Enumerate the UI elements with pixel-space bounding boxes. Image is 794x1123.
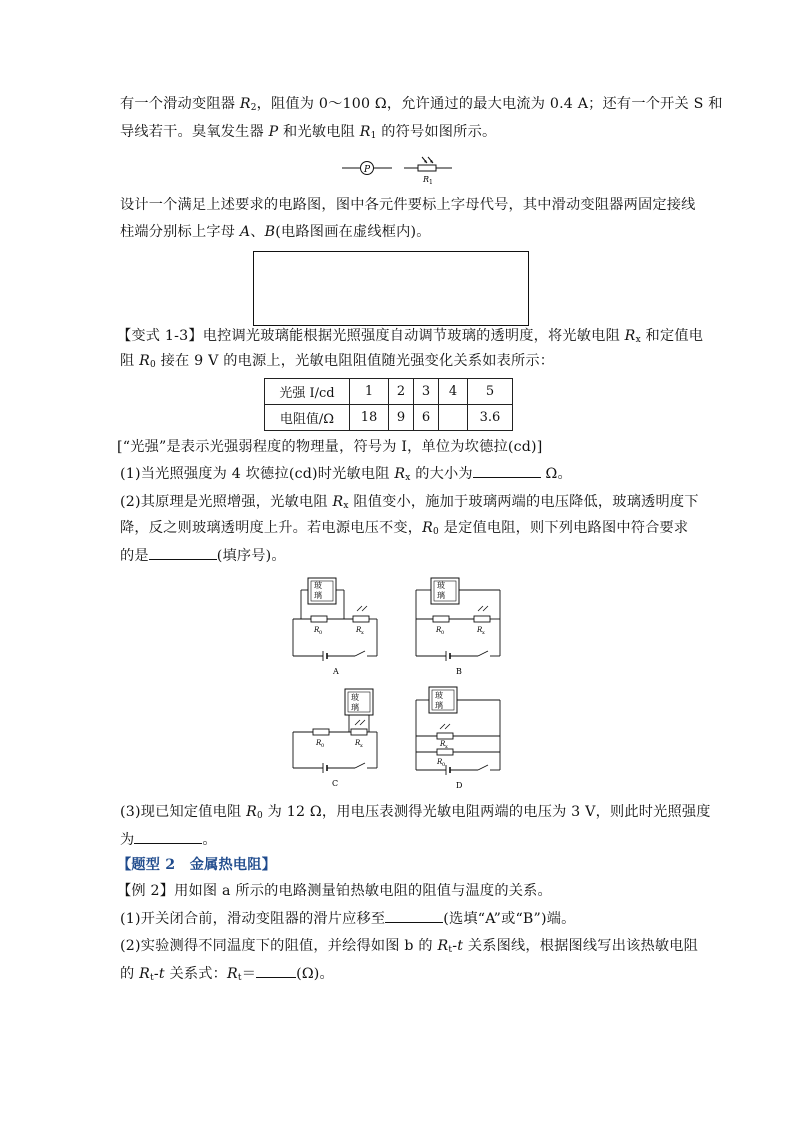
- section-title: 【题型 2 金属热电阻】: [117, 857, 277, 873]
- table-cell: 5: [468, 379, 513, 405]
- text: (2)其原理是光照增强，光敏电阻: [120, 494, 333, 510]
- text: (填序号)。: [216, 548, 286, 564]
- text: 为 12 Ω，用电压表测得光敏电阻两端的电压为 3 V，则此时光照强度: [262, 804, 711, 820]
- text: 阻: [120, 353, 140, 369]
- sub: 0: [257, 811, 263, 821]
- table-row: [265, 405, 513, 431]
- answer-blank[interactable]: [256, 963, 296, 978]
- rx-sub: x: [445, 744, 448, 750]
- answer-blank[interactable]: [149, 545, 217, 560]
- glass-label: 璃: [437, 591, 445, 600]
- text: 为: [120, 832, 135, 848]
- example-line1: 【例 2】用如图 a 所示的电路测量铂热敏电阻的阻值与温度的关系。: [117, 883, 552, 899]
- table-header: 光强 I/cd: [265, 379, 350, 405]
- var: R: [239, 96, 251, 112]
- text: Ω。: [540, 466, 572, 482]
- glass-label: 璃: [314, 591, 322, 600]
- circuit-a: [293, 578, 377, 661]
- answer-blank[interactable]: [385, 908, 443, 923]
- table-header: 电阻值/Ω: [265, 405, 350, 431]
- q2-line1: [120, 492, 699, 516]
- variant-line1: [117, 326, 703, 350]
- text: 的: [120, 966, 140, 982]
- r0-sub: 0: [441, 630, 445, 636]
- r0-label: R: [437, 758, 443, 766]
- text: 电控调光玻璃能根据光照强度自动调节玻璃的透明度，将光敏电阻: [202, 328, 625, 344]
- sub: x: [405, 473, 411, 483]
- glass-label: 玻: [314, 581, 322, 590]
- r0-label: R: [316, 739, 322, 747]
- text: (1)开关闭合前，滑动变阻器的滑片应移至: [120, 911, 386, 927]
- var: A: [239, 224, 251, 240]
- p-label: P: [364, 165, 371, 175]
- text: 的符号如图所示。: [376, 124, 497, 140]
- text: (2)实验测得不同温度下的阻值，并绘得如图 b 的: [120, 938, 438, 954]
- table-cell: 4: [439, 379, 468, 405]
- text: 和定值电: [640, 328, 704, 344]
- var: R: [422, 520, 434, 536]
- sub: t: [448, 945, 453, 955]
- var: -t: [452, 938, 464, 954]
- text: (3)现已知定值电阻: [120, 804, 247, 820]
- circuit-options-figure: [285, 574, 510, 794]
- para1-line2: [120, 122, 496, 146]
- text: 柱端分别标上字母: [120, 224, 240, 240]
- glass-label: 玻: [351, 693, 359, 702]
- answer-blank[interactable]: [134, 829, 202, 844]
- table-cell: 6: [414, 405, 439, 431]
- option-label-a: A: [333, 667, 339, 676]
- circuit-d: [416, 687, 500, 775]
- example-line2: [120, 908, 576, 929]
- rx-sub: x: [360, 743, 363, 749]
- text: 。: [202, 832, 217, 848]
- rx-label: R: [356, 626, 362, 634]
- q1-line: [120, 463, 572, 488]
- q2-line2: [120, 518, 688, 542]
- var: R: [624, 328, 636, 344]
- rx-label: R: [440, 740, 446, 748]
- r0-label: R: [314, 626, 320, 634]
- table-row: [265, 379, 513, 405]
- glass-label: 玻: [435, 691, 443, 700]
- text: 关系式：: [164, 966, 227, 982]
- r0-sub: 0: [319, 630, 323, 636]
- text: ＝: [241, 966, 257, 982]
- sub: t: [237, 973, 242, 983]
- var: R: [227, 966, 238, 982]
- answer-box: [253, 251, 529, 326]
- table-cell: 3.6: [468, 405, 513, 431]
- text: 阻值变小，施加于玻璃两端的电压降低，玻璃透明度下: [348, 494, 699, 510]
- para2-line1: 设计一个满足上述要求的电路图，图中各元件要标上字母代号，其中滑动变阻器两固定接线: [120, 197, 696, 213]
- var: R: [139, 966, 150, 982]
- option-label-c: C: [332, 779, 339, 788]
- text: 和光敏电阻: [278, 124, 360, 140]
- r0-label: R: [436, 626, 442, 634]
- option-label-b: B: [456, 667, 462, 676]
- light-resistance-table: [264, 378, 513, 431]
- text: (1)当光照强度为 4 坎德拉(cd)时光敏电阻: [120, 466, 395, 482]
- variant-line2: [120, 351, 554, 375]
- para2-line2: [120, 222, 431, 242]
- note-line: [“光强”是表示光强弱程度的物理量，符号为 I，单位为坎德拉(cd)]: [117, 439, 543, 455]
- var: R: [246, 804, 258, 820]
- text: 关系图线，根据图线写出该热敏电阻: [463, 938, 699, 954]
- text: ，阻值为 0～100 Ω，允许通过的最大电流为 0.4 A；还有一个开关 S 和: [256, 96, 723, 112]
- glass-label: 玻: [437, 581, 445, 590]
- q3-line2: [120, 829, 217, 850]
- var: P: [268, 124, 279, 140]
- sub: x: [343, 501, 349, 511]
- sub: 0: [150, 360, 156, 370]
- var: R: [332, 494, 344, 510]
- rx-label: R: [355, 739, 361, 747]
- var: B: [264, 224, 276, 240]
- sub: 1: [370, 131, 377, 141]
- sub: 0: [433, 527, 439, 537]
- text: 的大小为: [410, 466, 473, 482]
- example-line4: [120, 963, 334, 988]
- circuit-b: [416, 578, 500, 661]
- option-label-d: D: [456, 781, 463, 790]
- glass-label: 璃: [351, 703, 359, 712]
- q3-line1: [120, 802, 711, 826]
- var: R: [139, 353, 150, 369]
- text: (电路图画在虚线框内)。: [275, 224, 431, 240]
- table-cell: 3: [414, 379, 439, 405]
- table-cell: [439, 405, 468, 431]
- table-cell: 18: [350, 405, 389, 431]
- answer-blank[interactable]: [473, 463, 541, 478]
- var: R: [359, 124, 371, 140]
- rx-sub: x: [361, 630, 364, 636]
- q2-line3: [120, 545, 286, 566]
- sub: t: [150, 973, 154, 983]
- sub: x: [635, 335, 641, 345]
- var: R: [394, 466, 406, 482]
- r0-sub: 0: [321, 743, 325, 749]
- text: (Ω)。: [296, 966, 334, 982]
- text: (选填“A”或“B”)端。: [443, 911, 576, 927]
- var: -t: [153, 966, 165, 982]
- text: 、: [250, 224, 265, 240]
- glass-label: 璃: [435, 701, 443, 710]
- table-cell: 2: [389, 379, 414, 405]
- r1-sub: 1: [429, 179, 433, 186]
- text: 是定值电阻，则下列电路图中符合要求: [438, 520, 689, 536]
- text: 接在 9 V 的电源上，光敏电阻阻值随光强变化关系如表所示：: [155, 353, 555, 369]
- text: 导线若干。臭氧发生器: [120, 124, 269, 140]
- circuit-c: [293, 689, 377, 773]
- text: 降，反之则玻璃透明度上升。若电源电压不变，: [120, 520, 423, 536]
- para1-line1: [120, 94, 723, 118]
- table-cell: 1: [350, 379, 389, 405]
- var: R: [437, 938, 449, 954]
- text: 有一个滑动变阻器: [120, 96, 240, 112]
- example-line3: [120, 936, 698, 960]
- rx-sub: x: [482, 630, 485, 636]
- table-cell: 9: [389, 405, 414, 431]
- r0-sub: 0: [442, 762, 446, 768]
- text: 的是: [120, 548, 149, 564]
- sub: 2: [250, 103, 257, 113]
- variant-tag: 【变式 1-3】: [117, 328, 203, 344]
- component-symbols-figure: [340, 154, 460, 188]
- r1-label: R: [423, 175, 430, 184]
- rx-label: R: [477, 626, 483, 634]
